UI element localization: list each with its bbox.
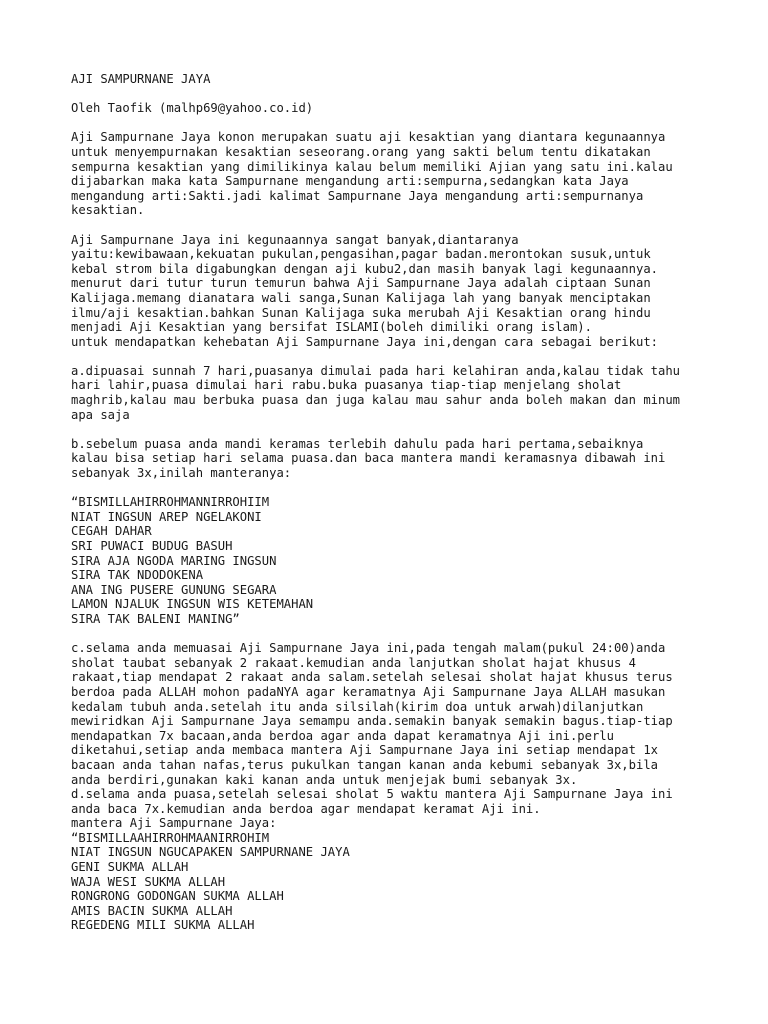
text-line: apa saja (71, 407, 130, 422)
text-line: anda berdiri,gunakan kaki kanan anda untuk menjejak bumi sebanyak 3x. (71, 772, 578, 787)
spacer (71, 116, 731, 131)
text-line: c.selama anda memuasai Aji Sampurnane Jaya ini,pada tengah malam(pukul 24:00)anda (71, 641, 666, 656)
text-line: b.sebelum puasa anda mandi keramas terlebih dahulu pada hari pertama,sebaiknya (71, 436, 644, 451)
text-line: SIRA TAK NDODOKENA (71, 568, 204, 583)
text-line: “BISMILLAHIRROHMANNIRROHIIM (71, 495, 270, 510)
text-line: sebanyak 3x,inilah manteranya: (71, 466, 292, 481)
text-line: REGEDENG MILI SUKMA ALLAH (71, 918, 255, 933)
text-line: mendapatkan 7x bacaan,anda berdoa agar anda dapat keramatnya Aji ini.perlu (71, 728, 614, 743)
text-line: NIAT INGSUN AREP NGELAKONI (71, 509, 262, 524)
text-line: Aji Sampurnane Jaya ini kegunaannya sangat banyak,diantaranya (71, 232, 519, 247)
text-line: ANA ING PUSERE GUNUNG SEGARA (71, 582, 277, 597)
text-line: untuk mendapatkan kehebatan Aji Sampurnane Jaya ini,dengan cara sebagai berikut: (71, 334, 658, 349)
text-line: menjadi Aji Kesaktian yang bersifat ISLAMI(boleh dimiliki orang islam). (71, 320, 592, 335)
spacer (71, 627, 731, 642)
document-author: Oleh Taofik (malhp69@yahoo.co.id) (71, 101, 314, 116)
text-line: menurut dari tutur turun temurun bahwa Aji Sampurnane Jaya adalah ciptaan Sunan (71, 276, 651, 291)
text-line: mewiridkan Aji Sampurnane Jaya semampu anda.semakin banyak semakin bagus.tiap-tiap (71, 714, 673, 729)
text-line: RONGRONG GODONGAN SUKMA ALLAH (71, 889, 284, 904)
text-line: WAJA WESI SUKMA ALLAH (71, 874, 226, 889)
spacer (71, 218, 731, 233)
spacer (71, 349, 731, 364)
text-line: maghrib,kalau mau berbuka puasa dan juga kalau mau sahur anda boleh makan dan minum (71, 393, 681, 408)
spacer (71, 87, 731, 102)
spacer (71, 481, 731, 496)
document-title: AJI SAMPURNANE JAYA (71, 72, 211, 86)
text-line: d.selama anda puasa,setelah selesai sholat 5 waktu mantera Aji Sampurnane Jaya ini (71, 787, 673, 802)
text-line: NIAT INGSUN NGUCAPAKEN SAMPURNANE JAYA (71, 845, 350, 860)
text-line: mengandung arti:Sakti.jadi kalimat Sampurnane Jaya mengandung arti:sempurnanya (71, 188, 644, 203)
paragraph (71, 233, 731, 350)
paragraph (71, 437, 731, 481)
text-line: sempurna kesaktian yang dimilikinya kalau belum memiliki Ajian yang satu ini.kalau (71, 159, 673, 174)
text-line: GENI SUKMA ALLAH (71, 860, 189, 875)
text-line: kebal strom bila digabungkan dengan aji kubu2,dan masih banyak lagi kegunaannya. (71, 261, 658, 276)
paragraph (71, 130, 731, 218)
text-line: Kalijaga.memang dianatara wali sanga,Sunan Kalijaga lah yang banyak menciptakan (71, 290, 651, 305)
text-line: anda baca 7x.kemudian anda berdoa agar mendapat keramat Aji ini. (71, 801, 541, 816)
text-line: ilmu/aji kesaktian.bahkan Sunan Kalijaga suka merubah Aji Kesaktian orang hindu (71, 305, 651, 320)
text-line: Aji Sampurnane Jaya konon merupakan suatu aji kesaktian yang diantara kegunaannya (71, 130, 666, 145)
text-line: sholat taubat sebanyak 2 rakaat.kemudian anda lanjutkan sholat hajat khusus 4 (71, 655, 636, 670)
text-line: a.dipuasai sunnah 7 hari,puasanya dimulai pada hari kelahiran anda,kalau tidak tahu (71, 363, 681, 378)
text-line: SIRA TAK BALENI MANING” (71, 611, 240, 626)
text-line: mantera Aji Sampurnane Jaya: (71, 816, 277, 831)
paragraph (71, 495, 731, 626)
paragraph (71, 641, 731, 933)
text-line: yaitu:kewibawaan,kekuatan pukulan,pengasihan,pagar badan.merontokan susuk,untuk (71, 247, 651, 262)
spacer (71, 422, 731, 437)
text-line: CEGAH DAHAR (71, 524, 152, 539)
text-line: rakaat,tiap mendapat 2 rakaat anda salam.setelah selesai sholat hajat khusus terus (71, 670, 673, 685)
text-line: berdoa pada ALLAH mohon padaNYA agar keramatnya Aji Sampurnane Jaya ALLAH masukan (71, 684, 666, 699)
text-line: SRI PUWACI BUDUG BASUH (71, 539, 233, 553)
text-line: bacaan anda tahan nafas,terus pukulkan tangan kanan anda kebumi sebanyak 3x,bila (71, 757, 658, 772)
document-page (71, 72, 731, 933)
paragraph (71, 364, 731, 422)
text-line: AMIS BACIN SUKMA ALLAH (71, 903, 233, 918)
text-line: kalau bisa setiap hari selama puasa.dan baca mantera mandi keramasnya dibawah ini (71, 451, 666, 466)
text-line: LAMON NJALUK INGSUN WIS KETEMAHAN (71, 597, 314, 612)
text-line: kedalam tubuh anda.setelah itu anda silsilah(kirim doa untuk arwah)dilanjutkan (71, 699, 644, 714)
text-line: “BISMILLAAHIRROHMAANIRROHIM (71, 830, 270, 845)
text-line: untuk menyempurnakan kesaktian seseorang.orang yang sakti belum tentu dikatakan (71, 144, 651, 159)
text-line: hari lahir,puasa dimulai hari rabu.buka puasanya tiap-tiap menjelang sholat (71, 378, 622, 393)
text-line: SIRA AJA NGODA MARING INGSUN (71, 553, 277, 568)
document-body (71, 130, 731, 933)
text-line: kesaktian. (71, 203, 145, 218)
text-line: diketahui,setiap anda membaca mantera Aji Sampurnane Jaya ini setiap mendapat 1x (71, 743, 658, 758)
text-line: dijabarkan maka kata Sampurnane mengandung arti:sempurna,sedangkan kata Jaya (71, 174, 629, 189)
